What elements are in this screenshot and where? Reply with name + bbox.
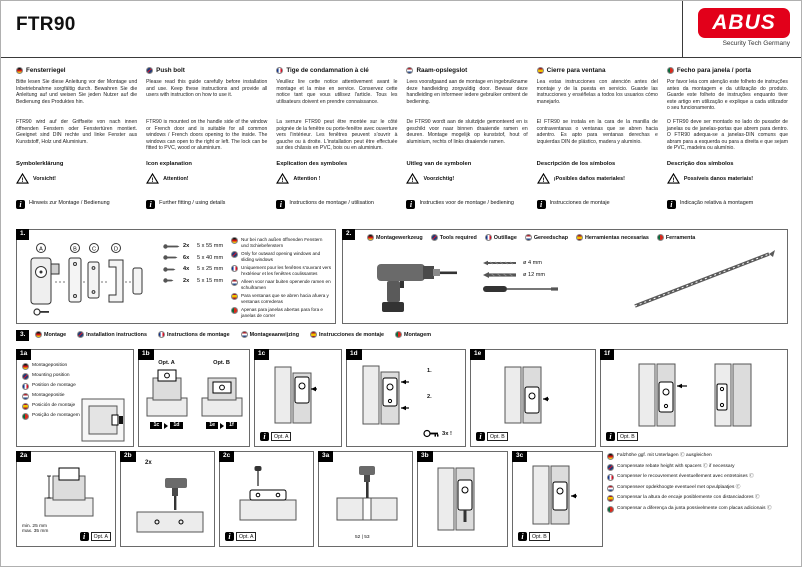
- montage-label: Instrucciones de montaje: [319, 331, 385, 338]
- product-name-gb: Push bolt: [156, 67, 185, 74]
- flag-es-icon: [231, 293, 238, 300]
- step-1b: [138, 349, 250, 447]
- flag-es-icon: [576, 234, 583, 241]
- step-tab: 3a: [318, 451, 333, 462]
- drill-count-label: 2x: [145, 460, 152, 466]
- arrow-right-icon: [220, 423, 224, 429]
- svg-text:!: !: [151, 177, 154, 184]
- montage-label: Montage: [44, 331, 67, 338]
- tools-heading: [367, 234, 781, 241]
- warning-label: Voorzichtig!: [423, 175, 455, 182]
- screw-size: 5 x 15 mm: [197, 277, 224, 284]
- header-rule: [1, 57, 801, 58]
- intro-paragraph: FTR90 is mounted on the handle side of the window or French door and is suitable for all common windows / French doors opening to the inside. The windows can open to the right or left. The lock can be fitted to PVC, wood or aluminium.: [146, 119, 268, 152]
- drill-position-dimension: 52 | 53: [355, 535, 370, 540]
- symbols-heading: Uitleg van de symbolen: [406, 161, 472, 167]
- warning-label: Attention !: [293, 175, 321, 182]
- drill-bit-large: [483, 271, 567, 279]
- flag-fr-icon: [607, 474, 614, 481]
- page-title: FTR90: [16, 14, 76, 35]
- step-2b: [120, 451, 215, 547]
- option-b-label: Opt. B: [213, 360, 230, 366]
- option-a-tag: Opt. A: [236, 532, 256, 541]
- step-ref: 1f: [226, 422, 237, 429]
- symbols-heading: Descripción de los símbolos: [536, 161, 616, 167]
- flag-pt-icon: [607, 506, 614, 513]
- flag-nl-icon: [22, 393, 29, 400]
- flag-de-icon: [367, 234, 374, 241]
- option-b-tag: Opt. B: [529, 532, 550, 541]
- strike-plate-illustration: [711, 362, 775, 428]
- product-name-nl: Raam-opslegslot: [416, 67, 468, 74]
- tools-panel-tab: 2.: [342, 229, 355, 240]
- substep-number: 2.: [427, 394, 432, 400]
- svg-text:A: A: [39, 246, 43, 253]
- info-note: [667, 200, 788, 209]
- symbols-heading: Explication des symboles: [276, 161, 348, 167]
- warning-triangle-icon: [16, 173, 29, 184]
- warning-note: [276, 173, 397, 184]
- screw-qty: 2x: [183, 277, 190, 284]
- step-1d: [346, 349, 466, 447]
- symbols-heading: Descrição dos símbolos: [666, 161, 734, 167]
- montage-label: Instructions de montage: [166, 331, 230, 338]
- option-indicator: [260, 432, 291, 441]
- step-ref: 1c: [150, 422, 162, 429]
- drill-bits: [483, 260, 567, 294]
- flag-nl-icon: [241, 331, 248, 338]
- parts-panel: [16, 229, 336, 324]
- flag-es-icon: [537, 67, 544, 74]
- tools-label: Outillage: [493, 234, 517, 241]
- screw-qty: 6x: [183, 254, 190, 261]
- flag-pt-icon: [22, 413, 29, 420]
- intro-column-gb: [146, 67, 267, 227]
- montage-label: Montageaanwijzing: [249, 331, 300, 338]
- legend-line: Compensar a diferença da junta possivelmente com placas adicionais Ⓒ: [607, 506, 788, 513]
- option-a-diagram: [142, 360, 192, 429]
- step-tab: 1c: [254, 349, 269, 360]
- step-2a: [16, 451, 116, 547]
- step-tab: 1b: [138, 349, 154, 360]
- info-icon: i: [146, 200, 155, 209]
- drill-bit-small: [483, 260, 567, 266]
- intro-paragraph: Lea estas instrucciones con atención antes del montaje y de la puesta en servicio. Guarde las instrucciones y enséñelas a todos los usuarios cómo manejarlo.: [536, 79, 658, 105]
- flag-pt-icon: [657, 234, 664, 241]
- warning-note: [146, 173, 267, 184]
- flag-gb-icon: [22, 373, 29, 380]
- screw-row: [163, 243, 223, 249]
- info-note: [146, 200, 267, 209]
- flag-pt-icon: [395, 331, 402, 338]
- step-tab: 2c: [219, 451, 234, 462]
- step-tab: 2a: [16, 451, 31, 462]
- screw-row: [163, 266, 223, 272]
- svg-text:D: D: [114, 246, 118, 253]
- screw-list: [163, 243, 223, 289]
- product-name-fr: Tige de condamnation à clé: [286, 67, 369, 74]
- warning-note: [537, 173, 658, 184]
- option-b-tag: Opt. B: [617, 432, 638, 441]
- info-label: Instructions de montage / utilisation: [289, 200, 374, 206]
- step-2c: [219, 451, 314, 547]
- screw-icon: [163, 244, 180, 249]
- brand-tagline: Security Tech Germany: [722, 40, 790, 47]
- exploded-parts-illustration: [25, 242, 157, 320]
- option-indicator: [518, 532, 550, 541]
- step-1f: [600, 349, 788, 447]
- option-a-label: Opt. A: [158, 360, 175, 366]
- warning-label: Possíveis danos materiais!: [683, 175, 754, 182]
- info-icon: i: [276, 200, 285, 209]
- tools-label: Montagewerkzeug: [376, 234, 423, 241]
- warning-triangle-icon: [276, 173, 289, 184]
- svg-text:B: B: [73, 246, 77, 253]
- intro-paragraph: Lees voorafgaand aan de montage en ingebruikname deze handleiding zorgvuldig door. Bewaar deze handleiding en informeer iedere gebruiker omtrent de bediening.: [406, 79, 528, 105]
- screw-size: 5 x 55 mm: [197, 243, 224, 249]
- lock-fixing-illustration: [359, 362, 421, 426]
- info-label: Further fitting / using details: [159, 200, 226, 206]
- flag-de-icon: [16, 67, 23, 74]
- flag-de-icon: [607, 453, 614, 460]
- turn-count-label: 3x !: [442, 430, 452, 437]
- info-label: Hinweis zur Montage / Bedienung: [29, 200, 110, 206]
- screwing-illustration: [238, 464, 298, 522]
- product-name-es: Cierre para ventana: [546, 67, 606, 74]
- svg-text:!: !: [411, 177, 415, 184]
- info-label: Indicação relativa à montagem: [679, 200, 754, 206]
- option-indicator: [225, 532, 256, 541]
- lock-fixing-illustration: [635, 362, 699, 428]
- drill-bit-icon: [483, 260, 519, 266]
- lock-placement-illustration: [271, 363, 327, 425]
- parts-note: Nur bei nach außen öffnenden Fenstern und Schiebefenstern: [231, 237, 331, 248]
- info-label: Instrucciones de montaje: [549, 200, 610, 206]
- parts-note: Uniquement pour les fenêtres s'ouvrant vers l'extérieur et les fenêtres coulissantes: [231, 265, 331, 276]
- substep-number: 1.: [427, 368, 432, 374]
- intro-column-fr: [276, 67, 397, 227]
- flag-fr-icon: [485, 234, 492, 241]
- legend-line: Compenser le recouvrement éventuellement avec entretoises Ⓒ: [607, 474, 788, 481]
- arrow-right-icon: [164, 423, 168, 429]
- spacer-legend: [607, 453, 788, 516]
- flag-de-icon: [231, 237, 238, 244]
- legend-line: Falzhöhe ggf. mit Unterlagen Ⓒ ausgleichen: [607, 453, 788, 460]
- tools-label: Tools required: [439, 234, 477, 241]
- svg-text:!: !: [281, 177, 284, 184]
- option-b-tag: Opt. B: [487, 432, 508, 441]
- screw-size: 5 x 40 mm: [197, 254, 224, 261]
- intro-paragraph: La serrure FTR90 peut être montée sur le côté poignée de la fenêtre ou porte-fenêtre avec ouverture vers l'intérieur. Les fenêtres peuvent s'ouvrir à gauche ou à droite. L'installation peut être effectuée sur des châssis en PVC, bois ou en aluminium.: [276, 119, 398, 152]
- flag-fr-icon: [231, 265, 238, 272]
- screw-row: [163, 278, 223, 284]
- warning-note: [16, 173, 137, 184]
- info-icon: i: [16, 200, 25, 209]
- max-dimension: max. 35 mm: [22, 529, 49, 534]
- intro-column-de: [16, 67, 137, 227]
- threaded-rod-icon: [627, 244, 777, 314]
- warning-triangle-icon: [537, 173, 550, 184]
- info-note: [537, 200, 658, 209]
- info-note: [16, 200, 137, 209]
- key-icon: [423, 429, 440, 438]
- step-1e: [470, 349, 596, 447]
- product-name-de: Fensterriegel: [26, 67, 66, 74]
- header-divider-line: [682, 1, 683, 57]
- parts-note: Only for outward opening windows and sliding windows: [231, 251, 331, 262]
- montage-label: Montagem: [404, 331, 431, 338]
- tools-label: Ferramenta: [665, 234, 696, 241]
- warning-note: [667, 173, 788, 184]
- info-note: [276, 200, 397, 209]
- intro-paragraph: De FTR90 wordt aan de sluitzijde gemonteerd en is geschikt voor naar binnen draaiende ramen en deuren. Montage mogelijk op kunststof, hout of aluminium, rechts of links draaiende ramen.: [406, 119, 528, 145]
- info-note: [406, 200, 527, 209]
- step-ref: 1d: [170, 422, 182, 429]
- lock-placement-illustration: [501, 363, 559, 425]
- flag-gb-icon: [607, 464, 614, 471]
- flag-fr-icon: [276, 67, 283, 74]
- montage-label: Installation instructions: [86, 331, 147, 338]
- montage-heading: [35, 331, 431, 338]
- drill-bit-icon: [483, 271, 519, 279]
- parts-note: Para ventanas que se abren hacia afuera y ventanas correderas: [231, 293, 331, 304]
- window-position-illustration: [81, 398, 129, 442]
- tools-label: Gereedschap: [533, 234, 569, 241]
- step-tab: 2b: [120, 451, 136, 462]
- cross-section-opt-b: [200, 368, 244, 418]
- montage-section-tab: 3.: [16, 330, 29, 341]
- screw-size: 5 x 25 mm: [197, 266, 224, 272]
- info-icon: i: [225, 532, 234, 541]
- flag-nl-icon: [607, 485, 614, 492]
- step-tab: 3c: [512, 451, 527, 462]
- svg-text:!: !: [672, 177, 675, 184]
- intro-paragraph: Bitte lesen Sie diese Anleitung vor der Montage und Inbetriebnahme sorgfältig durch. Bewahren Sie die Anleitung auf und weisen Sie jeden Nutzer auf die Bedienung des Produktes hin.: [16, 79, 138, 105]
- info-icon: i: [476, 432, 485, 441]
- warning-triangle-icon: [667, 173, 680, 184]
- product-name-pt: Fecho para janela / porta: [676, 67, 752, 74]
- screw-icon: [163, 267, 180, 272]
- step-3b: [417, 451, 508, 547]
- warning-label: ¡Posibles daños materiales!: [553, 175, 625, 182]
- svg-text:!: !: [21, 177, 24, 184]
- drilling-illustration: [135, 476, 205, 536]
- step-tab: 1f: [600, 349, 614, 360]
- flag-gb-icon: [231, 251, 238, 258]
- warning-label: Attention!: [163, 175, 189, 182]
- symbols-heading: Icon explanation: [146, 161, 192, 167]
- frame-drilling-illustration: [335, 464, 399, 522]
- option-a-tag: Opt. A: [271, 432, 291, 441]
- parts-note: Alleen voor naar buiten openende ramen en schuiframen: [231, 279, 331, 290]
- rebate-dimensions: [22, 524, 48, 534]
- step-1c: [254, 349, 342, 447]
- step-tab: 1d: [346, 349, 362, 360]
- intro-column-es: [537, 67, 658, 227]
- intro-paragraph: Por favor leia com atenção este folheto de instruções antes da montagem e da utilização do produto. Guarde este folheto de instruções enquanto tiver este artigo em utilização e explique a cada utilizador o seu funcionamento.: [666, 79, 788, 112]
- info-icon: i: [667, 200, 676, 209]
- intro-paragraph: El FTR90 se instala en la cara de la manilla de contraventanas o ventanas que se abren hacia adentro. Es apto para ventanas derechas e izquierdas DIN de plástico, madera y aluminio.: [536, 119, 658, 145]
- step-tab: 3b: [417, 451, 433, 462]
- flag-es-icon: [22, 403, 29, 410]
- parts-panel-tab: 1.: [16, 229, 29, 240]
- intro-paragraph: FTR90 wird auf der Griffseite von nach innen öffnenden Fenstern oder Fenstertüren montiert. Geeignet sind DIN rechte und linke Fenster aus Kunststoff, Holz und Aluminium.: [16, 119, 138, 145]
- info-icon: i: [80, 532, 89, 541]
- intro-columns: [16, 67, 788, 227]
- option-a-tag: Opt. A: [91, 532, 111, 541]
- min-dimension: min. 25 mm: [22, 524, 48, 529]
- step-ref: 1e: [206, 422, 218, 429]
- warning-label: Vorsicht!: [33, 175, 56, 182]
- warning-triangle-icon: [406, 173, 419, 184]
- legend-line: Compensar la altura de encaje posiblemente con distanciadores Ⓒ: [607, 495, 788, 502]
- svg-text:C: C: [92, 246, 96, 253]
- bit-diameter-label: ø 12 mm: [523, 272, 546, 278]
- flag-nl-icon: [231, 279, 238, 286]
- intro-paragraph: O FTR90 deve ser montado no lado do puxador de janelas ou de janelas-portas que abrem para dentro. O FTR90 adequa-se a janelas-DIN comuns que abram para a esquerda ou para a direita e que sejam de PVC, madeira ou alumínio.: [666, 119, 788, 152]
- intro-column-pt: [667, 67, 788, 227]
- flag-gb-icon: [77, 331, 84, 338]
- flag-es-icon: [310, 331, 317, 338]
- flag-fr-icon: [158, 331, 165, 338]
- screw-icon: [163, 278, 180, 283]
- option-indicator: [80, 532, 111, 541]
- screw-qty: 2x: [183, 243, 190, 249]
- tools-label: Herramientas necesarias: [585, 234, 649, 241]
- final-check-illustration: [529, 464, 587, 526]
- legend-line: Compensate rebate height with spacers Ⓒ if necessary: [607, 464, 788, 471]
- step-3a: [318, 451, 413, 547]
- screw-icon: [163, 255, 180, 260]
- bit-diameter-label: ø 4 mm: [523, 260, 542, 266]
- flag-fr-icon: [22, 383, 29, 390]
- warning-note: [406, 173, 527, 184]
- key-turn-check: [423, 429, 452, 438]
- intro-paragraph: Please read this guide carefully before installation and use. Keep these instructions and provide all users with instruction on how to use it.: [146, 79, 268, 99]
- step-tab: 1a: [16, 349, 31, 360]
- option-indicator: [606, 432, 638, 441]
- flag-de-icon: [22, 363, 29, 370]
- info-icon: i: [406, 200, 415, 209]
- info-label: Instructies voor de montage / bediening: [419, 200, 514, 206]
- info-icon: i: [260, 432, 269, 441]
- drill-illustration: [369, 252, 461, 318]
- brand-logo: [698, 8, 790, 47]
- info-icon: i: [537, 200, 546, 209]
- flag-gb-icon: [431, 234, 438, 241]
- screwdriver-icon: [483, 284, 567, 294]
- flag-es-icon: [607, 495, 614, 502]
- tools-panel: [342, 229, 788, 324]
- flag-pt-icon: [231, 307, 238, 314]
- flag-nl-icon: [406, 67, 413, 74]
- step-tab: 1e: [470, 349, 485, 360]
- legend-line: Compenseer opdekhoogte eventueel met opvulplaatjes Ⓒ: [607, 485, 788, 492]
- svg-text:!: !: [542, 177, 545, 184]
- info-icon: i: [518, 532, 527, 541]
- intro-paragraph: Veuillez lire cette notice attentivement avant le montage et la mise en service. Conservez cette notice tant que vous utilisez l'article. Tous les utilisateurs doivent en prendre connaissance.: [276, 79, 398, 105]
- cross-section-opt-a: [145, 368, 189, 418]
- step-3c: [512, 451, 603, 547]
- symbols-heading: Symbolerklärung: [16, 161, 64, 167]
- intro-column-nl: [406, 67, 527, 227]
- screw-qty: 4x: [183, 266, 190, 272]
- flag-pt-icon: [667, 67, 674, 74]
- abus-logo: ABUS: [698, 8, 790, 38]
- info-icon: i: [606, 432, 615, 441]
- flag-nl-icon: [525, 234, 532, 241]
- flag-de-icon: [35, 331, 42, 338]
- screw-row: [163, 255, 223, 261]
- warning-triangle-icon: [146, 173, 159, 184]
- final-assembly-illustration: [434, 466, 492, 532]
- option-indicator: [476, 432, 508, 441]
- option-b-diagram: [197, 360, 247, 429]
- step-1a: [16, 349, 134, 447]
- parts-note: Apenas para janelas abertas para fora e janelas de correr: [231, 307, 331, 318]
- flag-gb-icon: [146, 67, 153, 74]
- mounting-position-list: Montageposition Mounting position Position de montage Montagepositie Posición de montaje Posição de montagem: [22, 363, 80, 423]
- rebate-height-illustration: [43, 464, 95, 518]
- parts-notes: [231, 237, 331, 321]
